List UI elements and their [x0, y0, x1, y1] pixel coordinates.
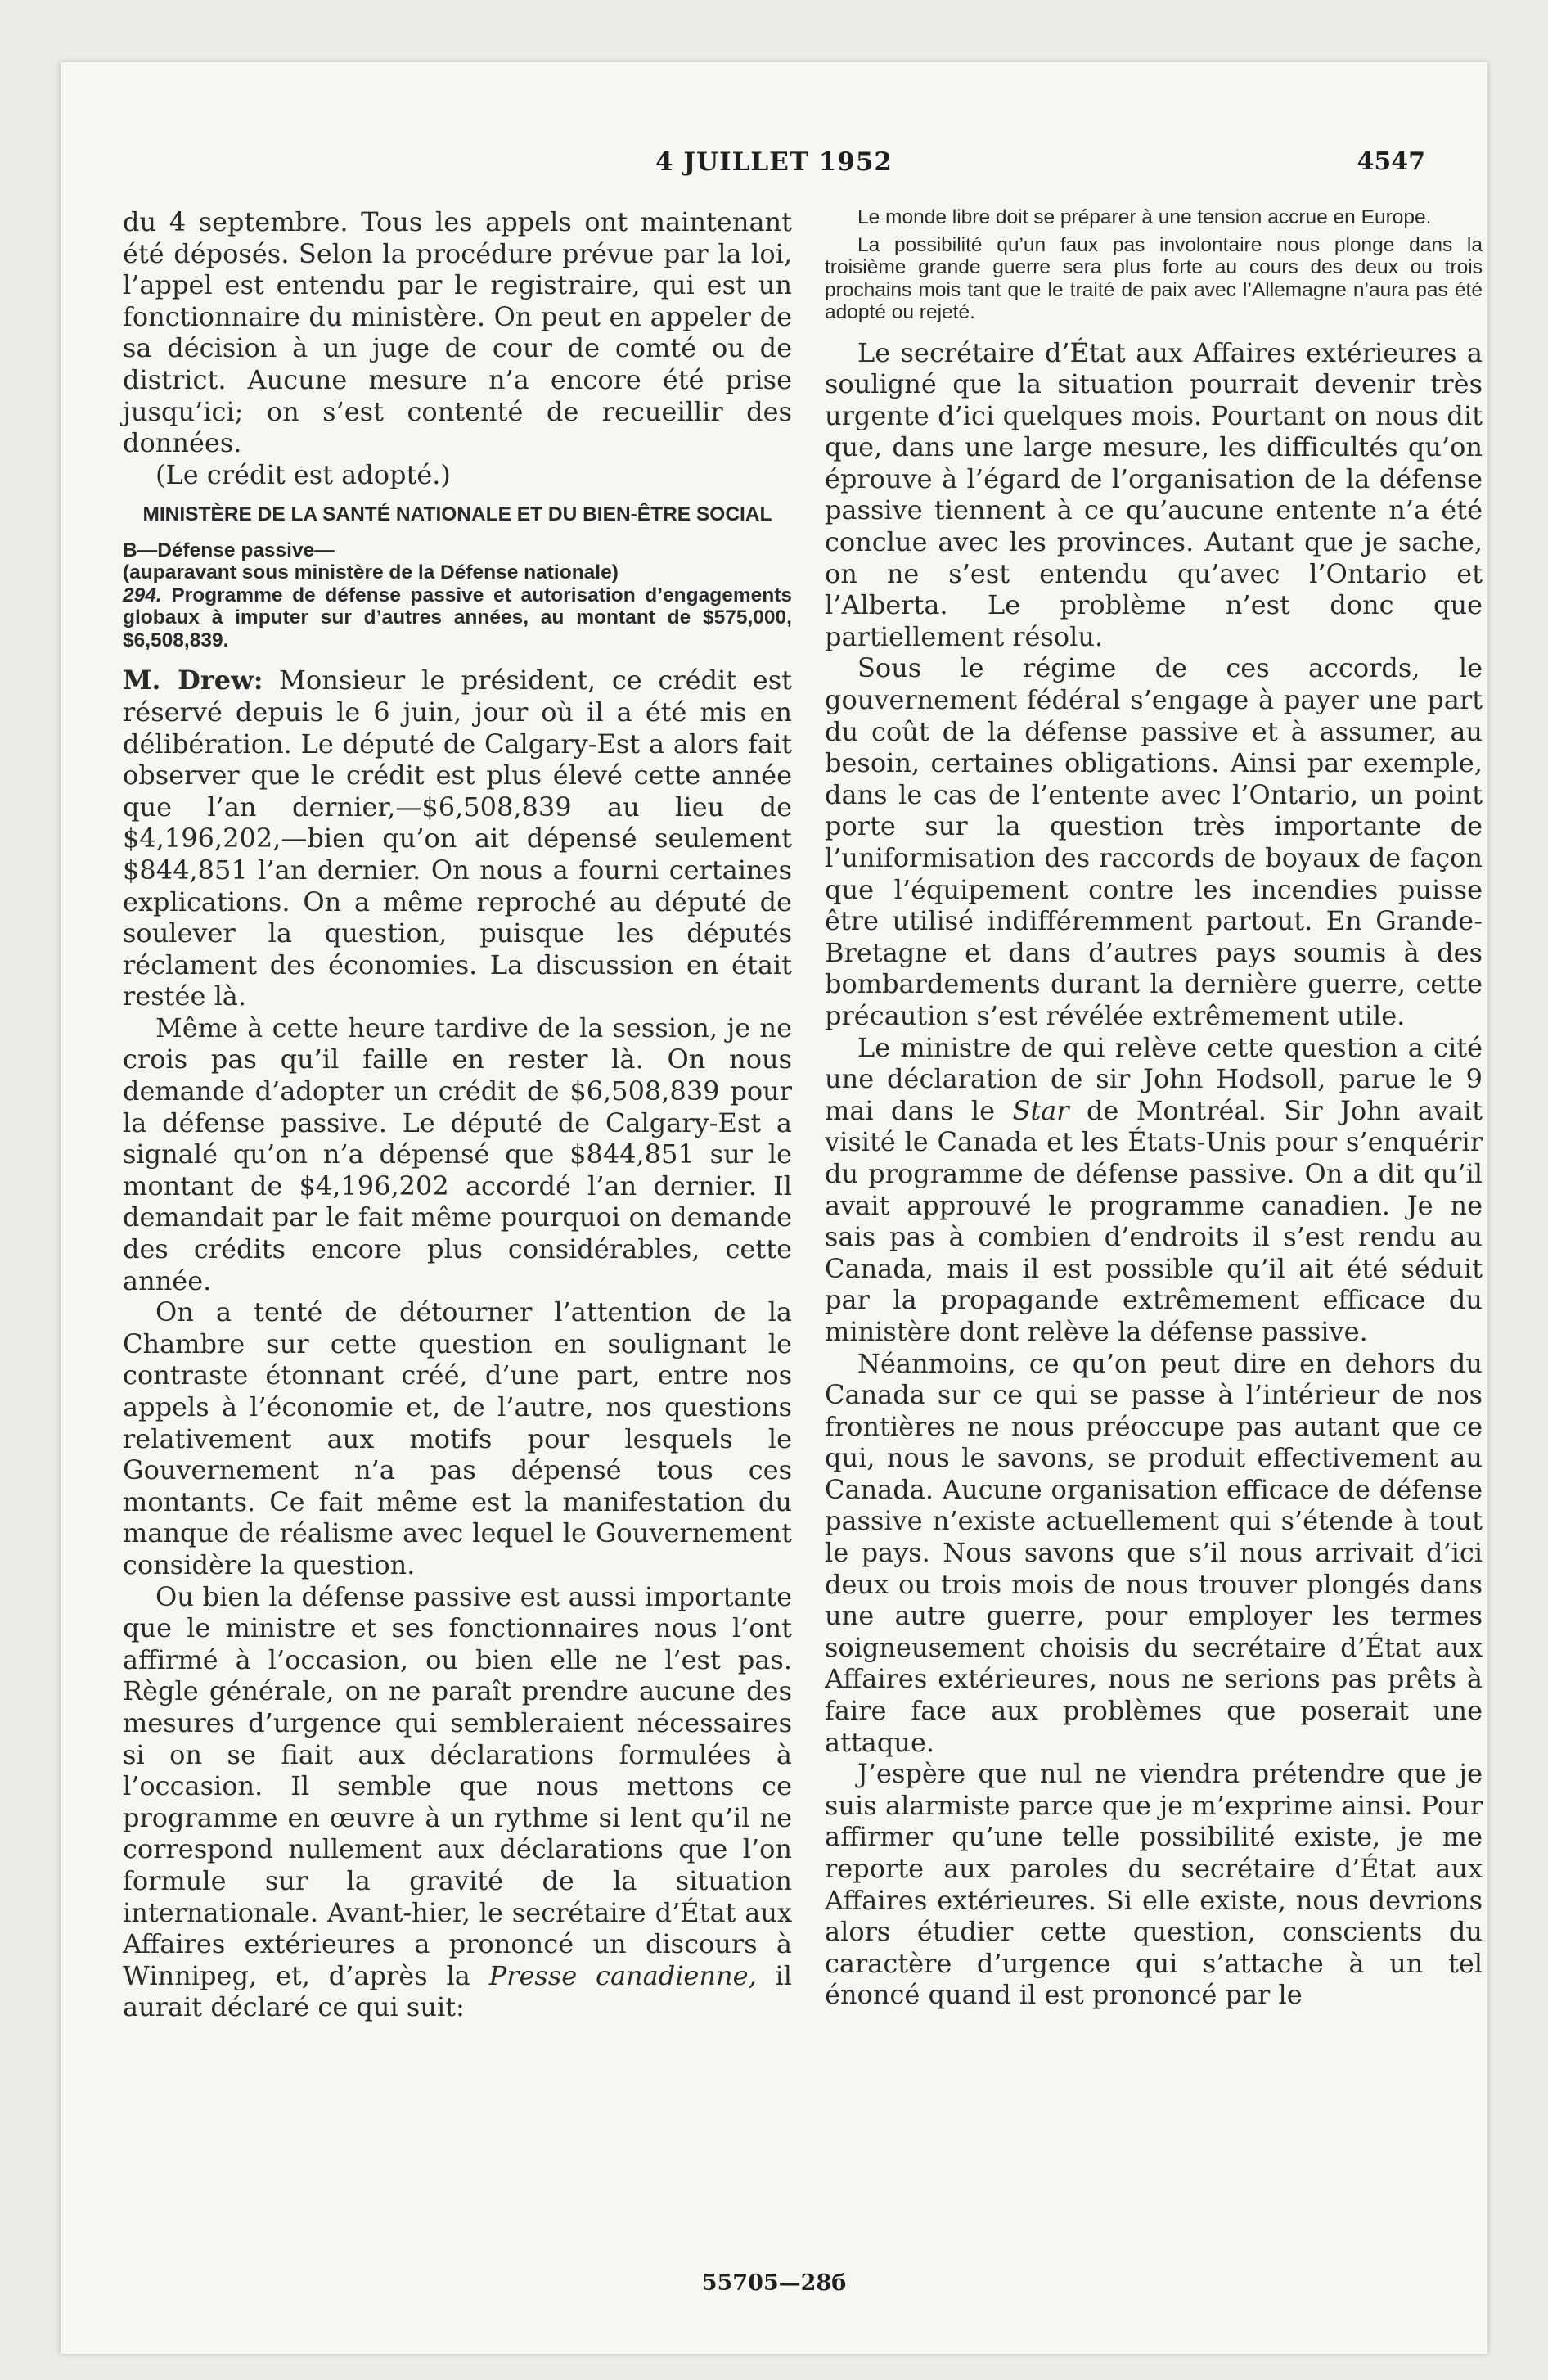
quotation: Le monde libre doit se préparer à une tension accrue en Europe.	[857, 206, 1432, 228]
paragraph: Le ministre de qui relève cette question a cité une déclaration de sir John Hodsoll, parue le 9 mai dans le Star de Montréal. Sir John avait visité le Canada et les États-Unis pour s’enquérir du programme de défense passive. On a dit qu’il avait approuvé le programme canadien. Je ne sais pas à combien d’endroits il s’est rendu au Canada, mais il est possible qu’il ait été séduit par la propagande extrêmement efficace du ministère dont relève la défense passive.	[825, 1031, 1483, 1347]
paragraph: Même à cette heure tardive de la session, je ne crois pas qu’il faille en rester là. On nous demande d’adopter un crédit de $6,508,839 pour la défense passive. Le député de Calgary-Est a signalé qu’on n’a dépensé que $844,851 sur le montant de $4,196,202 accordé l’an dernier. Il demandait par le fait même pourquoi on demande des crédits encore plus considérables, cette année.	[123, 1012, 792, 1296]
quotation: La possibilité qu’un faux pas involontaire nous plonge dans la troisième grande guerre sera plus forte au cours des deux ou trois prochains mois tant que le traité de paix avec l’Allemagne n’aura pas été adopté ou rejeté.	[825, 233, 1483, 323]
page-date-header: 4 JUILLET 1952	[655, 147, 893, 177]
paragraph: du 4 septembre. Tous les appels ont maintenant été déposés. Selon la procédure prévue par la loi, l’appel est entendu par le registraire, qui est un fonctionnaire du ministère. On peut en appeler de sa décision à un juge de cour de comté ou de district. Aucune mesure n’a encore été prise jusqu’ici; on s’est contenté de recueillir des données.	[123, 206, 792, 459]
paragraph: Ou bien la défense passive est aussi importante que le ministre et ses fonctionnaires nous l’ont affirmé à l’occasion, ou bien elle ne l’est pas. Règle générale, on ne paraît prendre aucune des mesures d’urgence qui sembleraient nécessaires si on se fiait aux déclarations formulées à l’occasion. Il semble que nous mettons ce programme en œuvre à un rythme si lent qu’il ne correspond nullement aux déclarations que l’on formule sur la gravité de la situation internationale. Avant-hier, le secrétaire d’État aux Affaires extérieures a prononcé un discours à Winnipeg, et, d’après la Presse canadienne, il aurait déclaré ce qui suit:	[123, 1580, 792, 2023]
adoption-notice: (Le crédit est adopté.)	[155, 458, 451, 490]
hansard-page	[61, 62, 1487, 2354]
speaker-name: M. Drew:	[123, 665, 263, 696]
section-title: B—Défense passive—	[123, 539, 335, 561]
section-note: (auparavant sous ministère de la Défense nationale)	[123, 561, 619, 584]
paragraph: Sous le régime de ces accords, le gouvernement fédéral s’engage à payer une part du coût de la défense passive et à assumer, au besoin, certaines obligations. Ainsi par exemple, dans le cas de l’entente avec l’Ontario, un point porte sur la question très importante de l’uniformisation des raccords de boyaux de façon que l’équipement contre les incendies puisse être utilisé indifféremment partout. En Grande-Bretagne et dans d’autres pays soumis à des bombardements durant la dernière guerre, cette précaution s’est révélée extrêmement utile.	[825, 652, 1483, 1031]
page-number: 4547	[1357, 147, 1425, 176]
vote-item	[123, 584, 792, 652]
vote-number: 294.	[123, 584, 162, 606]
paragraph: Le secrétaire d’État aux Affaires extérieures a souligné que la situation pourrait devenir très urgente d’ici quelques mois. Pourtant on nous dit que, dans une large mesure, les difficultés qu’on éprouve à l’égard de l’organisation de la défense passive tiennent à ce qu’aucune entente n’a été conclue avec les provinces. Autant que je sache, on ne s’est entendu qu’avec l’Ontario et l’Alberta. Le problème n’est donc que partiellement résolu.	[825, 336, 1483, 652]
left-column	[123, 206, 792, 2023]
paragraph: Néanmoins, ce qu’on peut dire en dehors du Canada sur ce qui se passe à l’intérieur de nos frontières ne nous préoccupe pas autant que ce qui, nous le savons, se produit effectivement au Canada. Aucune organisation efficace de défense passive n’existe actuellement qui s’étende à tout le pays. Nous savons que s’il nous arrivait d’ici deux ou trois mois de nous trouver plongés dans une autre guerre, pour employer les termes soigneusement choisis du secrétaire d’État aux Affaires extérieures, nous ne serions pas prêts à faire face aux problèmes que poserait une attaque.	[825, 1347, 1483, 1758]
right-column	[825, 206, 1483, 2011]
vote-text: Programme de défense passive et autorisation d’engagements globaux à imputer sur d’autres années, au montant de $575,000, $6,508,839.	[123, 584, 792, 651]
printer-code: 55705—28б	[701, 2270, 847, 2296]
ministry-heading: MINISTÈRE DE LA SANTÉ NATIONALE ET DU BIEN-ÊTRE SOCIAL	[142, 503, 772, 526]
paragraph: On a tenté de détourner l’attention de la Chambre sur cette question en soulignant le contraste étonnant créé, d’une part, entre nos appels à l’économie et, de l’autre, nos questions relativement aux motifs pour lesquels le Gouvernement n’a pas dépensé tous ces montants. Ce fait même est la manifestation du manque de réalisme avec lequel le Gouvernement considère la question.	[123, 1296, 792, 1580]
paragraph: J’espère que nul ne viendra prétendre que je suis alarmiste parce que je m’exprime ainsi. Pour affirmer qu’une telle possibilité existe, je me reporte aux paroles du secrétaire d’État aux Affaires extérieures. Si elle existe, nous devrions alors étudier cette question, conscients du caractère d’urgence qui s’attache à un tel énoncé quand il est prononcé par le	[825, 1758, 1483, 2011]
paragraph: M. Drew: Monsieur le président, ce crédit est réservé depuis le 6 juin, jour où il a été mis en délibération. Le député de Calgary-Est a alors fait observer que le crédit est plus élevé cette année que l’an dernier,—$6,508,839 au lieu de $4,196,202,—bien qu’on ait dépensé seulement $844,851 l’an dernier. On nous a fourni certaines explications. On a même reproché au député de soulever la question, puisque les députés réclament des économies. La discussion en était restée là.	[123, 665, 793, 1012]
